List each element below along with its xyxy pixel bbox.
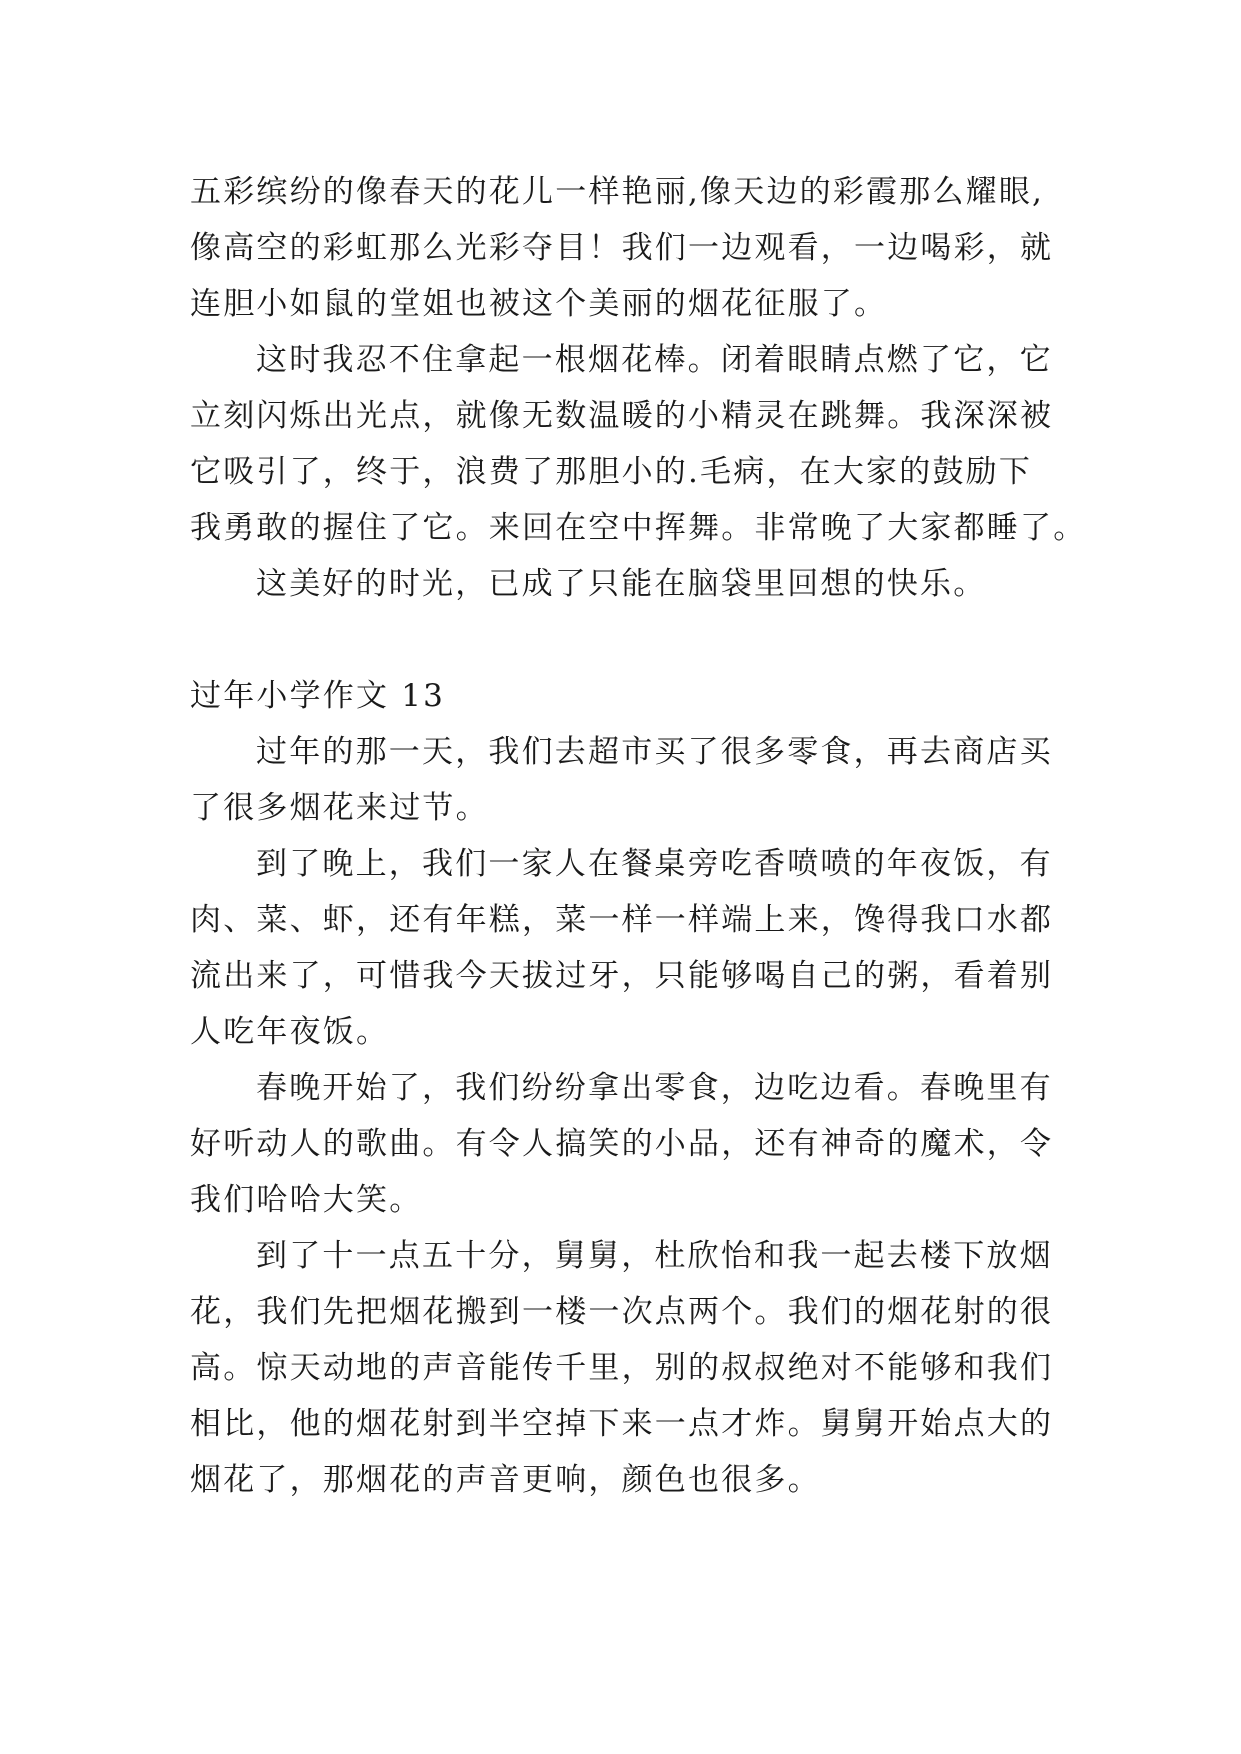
text-line: 我勇敢的握住了它。来回在空中挥舞。非常晚了大家都睡了。 bbox=[190, 510, 1087, 546]
paragraph-first-line: 到了十一点五十分，舅舅，杜欣怡和我一起去楼下放烟 bbox=[256, 1238, 1053, 1274]
text-line: 人吃年夜饭。 bbox=[190, 1014, 390, 1050]
paragraph-first-line: 到了晚上，我们一家人在餐桌旁吃香喷喷的年夜饭，有 bbox=[256, 846, 1053, 882]
text-line: 连胆小如鼠的堂姐也被这个美丽的烟花征服了。 bbox=[190, 286, 888, 322]
text-line: 我们哈哈大笑。 bbox=[190, 1182, 423, 1218]
text-line: 像高空的彩虹那么光彩夺目！我们一边观看，一边喝彩，就 bbox=[190, 230, 1054, 266]
text-line: 它吸引了，终于，浪费了那胆小的.毛病，在大家的鼓励下 bbox=[190, 454, 1033, 490]
text-line: 立刻闪烁出光点，就像无数温暖的小精灵在跳舞。我深深被 bbox=[190, 398, 1054, 434]
text-line: 流出来了，可惜我今天拔过牙，只能够喝自己的粥，看着别 bbox=[190, 958, 1054, 994]
paragraph-first-line: 这时我忍不住拿起一根烟花棒。闭着眼睛点燃了它，它 bbox=[256, 342, 1053, 378]
paragraph-first-line: 春晚开始了，我们纷纷拿出零食，边吃边看。春晚里有 bbox=[256, 1070, 1053, 1106]
text-line: 高。惊天动地的声音能传千里，别的叔叔绝对不能够和我们 bbox=[190, 1350, 1054, 1386]
text-line: 相比，他的烟花射到半空掉下来一点才炸。舅舅开始点大的 bbox=[190, 1406, 1054, 1442]
paragraph-first-line: 过年的那一天，我们去超市买了很多零食，再去商店买 bbox=[256, 734, 1053, 770]
text-line: 花，我们先把烟花搬到一楼一次点两个。我们的烟花射的很 bbox=[190, 1294, 1054, 1330]
paragraph-first-line: 这美好的时光，已成了只能在脑袋里回想的快乐。 bbox=[256, 566, 987, 602]
text-line: 肉、菜、虾，还有年糕，菜一样一样端上来，馋得我口水都 bbox=[190, 902, 1054, 938]
text-line: 了很多烟花来过节。 bbox=[190, 790, 489, 826]
section-heading: 过年小学作文 13 bbox=[190, 678, 446, 714]
text-line: 五彩缤纷的像春天的花儿一样艳丽,像天边的彩霞那么耀眼, bbox=[190, 174, 1045, 210]
text-line: 烟花了，那烟花的声音更响，颜色也很多。 bbox=[190, 1462, 821, 1498]
text-line: 好听动人的歌曲。有令人搞笑的小品，还有神奇的魔术，令 bbox=[190, 1126, 1054, 1162]
